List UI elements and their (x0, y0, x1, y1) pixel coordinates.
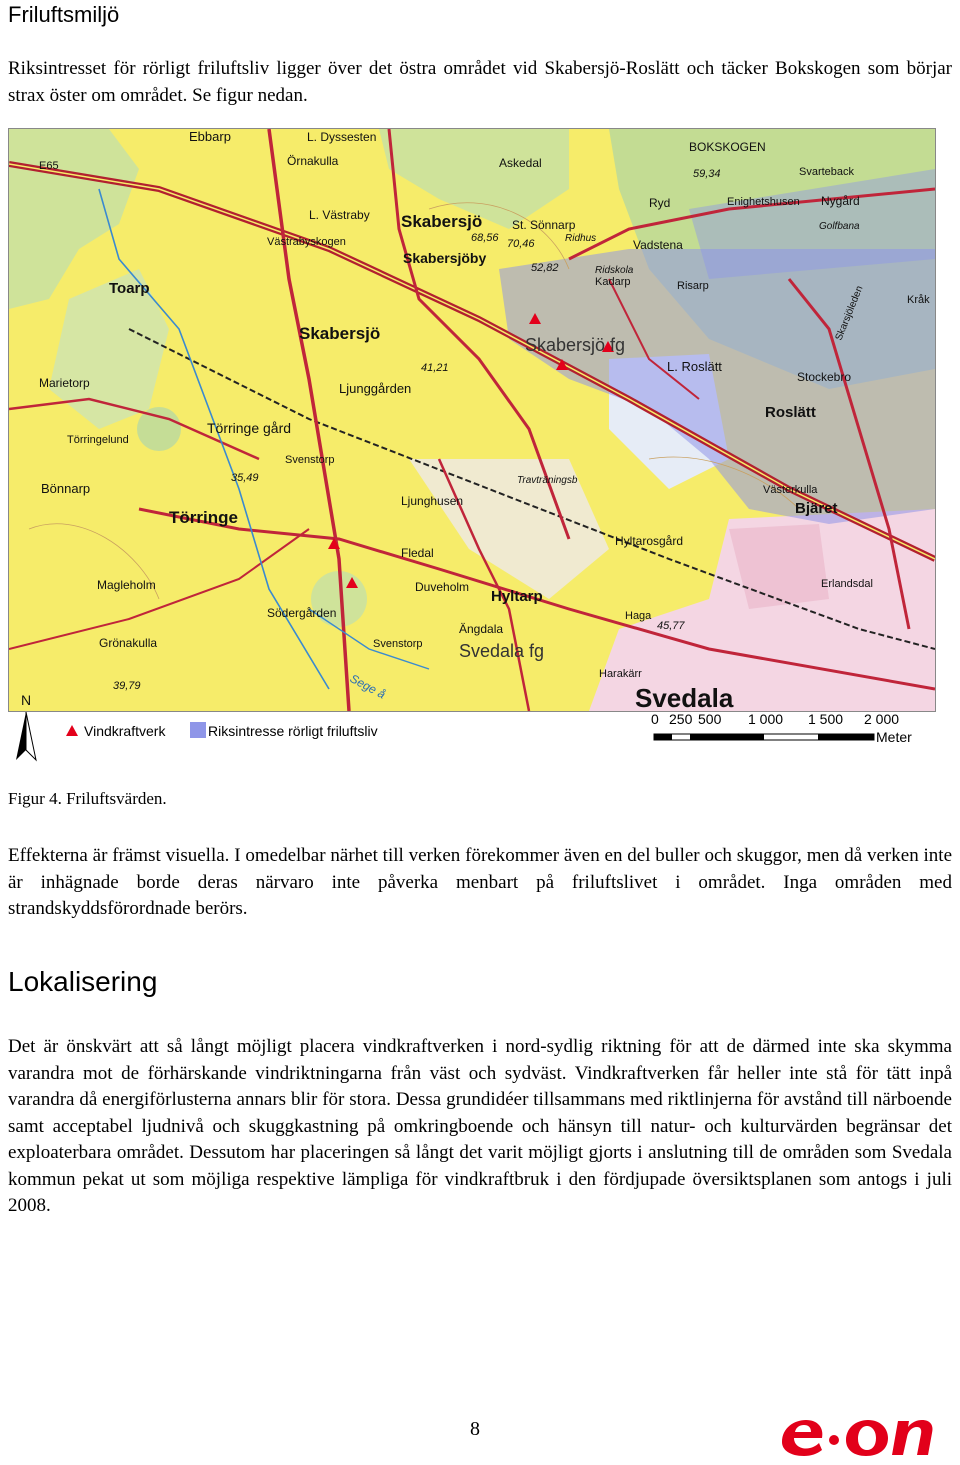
label-roslatt: Roslätt (765, 404, 816, 421)
scale-tick-2000: 2 000 (864, 711, 900, 727)
label-askedal: Askedal (499, 156, 542, 170)
label-gronakulla: Grönakulla (99, 636, 158, 650)
area-legend-swatch (190, 722, 206, 738)
legend-area-label: Riksintresse rörligt friluftsliv (208, 723, 378, 739)
label-torringe-gard: Törringe gård (207, 420, 292, 436)
map-figure (8, 128, 936, 712)
scale-tick-1000: 1 000 (748, 711, 784, 727)
label-nygard: Nygård (821, 194, 860, 208)
localization-paragraph: Det är önskvärt att så långt möjligt placera vindkraftverken i nord-sydlig riktning för att de därmed inte ska skymma varandra mot de förhärskande vindriktningarna från väst och sydväst. Vindkraftverken får heller inte stå för tätt inpå varandra då energiförlusterna annars blir för stora. Dessa grundidéer tillsammans med riktlinjerna för avstånd till närboende samt acceptabel ljudnivå och skuggkastning på omkringboende och hänsyn till natur- och kulturvärden begränsar det exploaterbara området. Dessutom har placeringen så långt det varit möjligt gjorts i anslutning till de områden som Svedala kommun pekat ut som möjliga respektive lämpliga för vindkraftbruk i den fördjupade översiktsplanen som antogs i juli 2008. (8, 1036, 952, 1216)
scale-bar (654, 734, 874, 740)
label-h4121: 41,21 (421, 362, 449, 374)
label-ryd: Ryd (649, 196, 671, 210)
label-angdala: Ängdala (459, 622, 504, 636)
label-ornakulla: Örnakulla (287, 154, 339, 168)
label-fledal: Fledal (401, 546, 434, 560)
label-enighetshusen: Enighetshusen (727, 196, 800, 208)
label-h5282: 52,82 (531, 262, 559, 274)
scale-unit: Meter (876, 729, 912, 745)
label-travtraningsb: Travträningsb (517, 475, 578, 486)
turbine-legend-icon (66, 725, 78, 736)
label-st-sonnarp: St. Sönnarp (512, 218, 576, 232)
label-bokskogen: BOKSKOGEN (689, 140, 766, 154)
label-kadarp: Kadarp (595, 276, 631, 288)
label-h4577: 45,77 (657, 620, 685, 632)
label-ljunggarden: Ljunggården (339, 381, 412, 396)
label-h5934: 59,34 (693, 168, 721, 180)
north-label: N (21, 692, 32, 708)
label-ridskola: Ridskola (595, 265, 634, 276)
label-h7046: 70,46 (507, 238, 535, 250)
page-number: 8 (470, 1418, 480, 1440)
north-arrow-icon (16, 712, 36, 760)
label-harakarr: Harakärr (599, 668, 642, 680)
label-skabersjoby: Skabersjöby (403, 250, 487, 266)
label-svenstorp-1: Svenstorp (285, 454, 335, 466)
label-ridhus: Ridhus (565, 233, 597, 244)
label-ljunghusen: Ljunghusen (401, 494, 464, 508)
scale-tick-0: 0 (651, 711, 659, 727)
label-hyltarp: Hyltarp (491, 588, 543, 605)
label-svarteback: Svarteback (799, 166, 855, 178)
eon-logo (776, 1410, 936, 1465)
label-skarsjo: Skarsjöleden (833, 284, 866, 343)
label-hyltarosgard: Hyltarosgård (615, 534, 684, 548)
label-torringe: Törringe (169, 508, 238, 527)
label-h3979: 39,79 (113, 680, 141, 692)
label-svedala-fg: Svedala fg (459, 641, 545, 661)
intro-paragraph: Riksintresset för rörligt friluftsliv ligger över det östra området vid Skabersjö-Roslätt och täcker Bokskogen som börjar strax öster om området. Se figur nedan. (8, 58, 952, 106)
label-haga: Haga (625, 610, 652, 622)
scale-tick-500: 500 (698, 711, 722, 727)
eon-logo-icon (776, 1410, 936, 1460)
legend-turbine-label: Vindkraftverk (84, 723, 166, 739)
effects-paragraph: Effekterna är främst visuella. I omedelbar närhet till verken förekommer även en del buller och skuggor, men då verken inte är inhägnade borde deras närvaro inte påverka menbart på friluftslivet i området. Inga områden med strandskyddsförordnade berörs. (8, 845, 952, 919)
label-sege-a: Sege å (347, 671, 388, 702)
label-toarp: Toarp (109, 280, 150, 297)
label-l-roslatt: L. Roslätt (667, 359, 722, 374)
label-magleholm: Magleholm (97, 578, 156, 592)
label-svenstorp-2: Svenstorp (373, 638, 423, 650)
map-legend (8, 710, 934, 770)
legend-graphic (8, 710, 934, 770)
label-svedala: Svedala (635, 683, 734, 711)
label-skabersjo-top: Skabersjö (401, 212, 483, 231)
label-krak: Kråk (907, 294, 930, 306)
label-vasterkulla: Västerkulla (763, 484, 818, 496)
label-vadstena: Vadstena (633, 238, 683, 252)
label-sodergarden: Södergården (267, 606, 337, 620)
label-skabersjo-fg: Skabersjö fg (525, 335, 626, 355)
scale-tick-250: 250 (669, 711, 693, 727)
label-torringelund: Törringelund (67, 434, 129, 446)
label-vastraby: L. Västraby (309, 208, 370, 222)
label-stockebro: Stockebro (797, 370, 852, 384)
label-erlandsdal: Erlandsdal (821, 578, 873, 590)
label-bjaret: Bjäret (795, 500, 838, 517)
label-ebbarp: Ebbarp (189, 129, 231, 144)
section-title: Friluftsmiljö (8, 2, 120, 27)
label-h3549: 35,49 (231, 472, 259, 484)
label-h6856: 68,56 (471, 232, 499, 244)
label-golfbana: Golfbana (819, 221, 860, 232)
map-graphic (9, 129, 935, 711)
figure-caption: Figur 4. Friluftsvärden. (8, 789, 167, 808)
label-bonnarp: Bönnarp (41, 481, 91, 496)
heading-lokalisering: Lokalisering (8, 966, 158, 997)
scale-tick-1500: 1 500 (808, 711, 844, 727)
label-risarp: Risarp (677, 280, 709, 292)
label-duveholm: Duveholm (415, 580, 470, 594)
label-dyssesten: L. Dyssesten (307, 130, 377, 144)
label-marietorp: Marietorp (39, 376, 90, 390)
label-e65: E65 (39, 160, 59, 172)
label-skabersjo-mid: Skabersjö (299, 324, 381, 343)
label-vastrabyskogen: Västrabyskogen (267, 236, 346, 248)
